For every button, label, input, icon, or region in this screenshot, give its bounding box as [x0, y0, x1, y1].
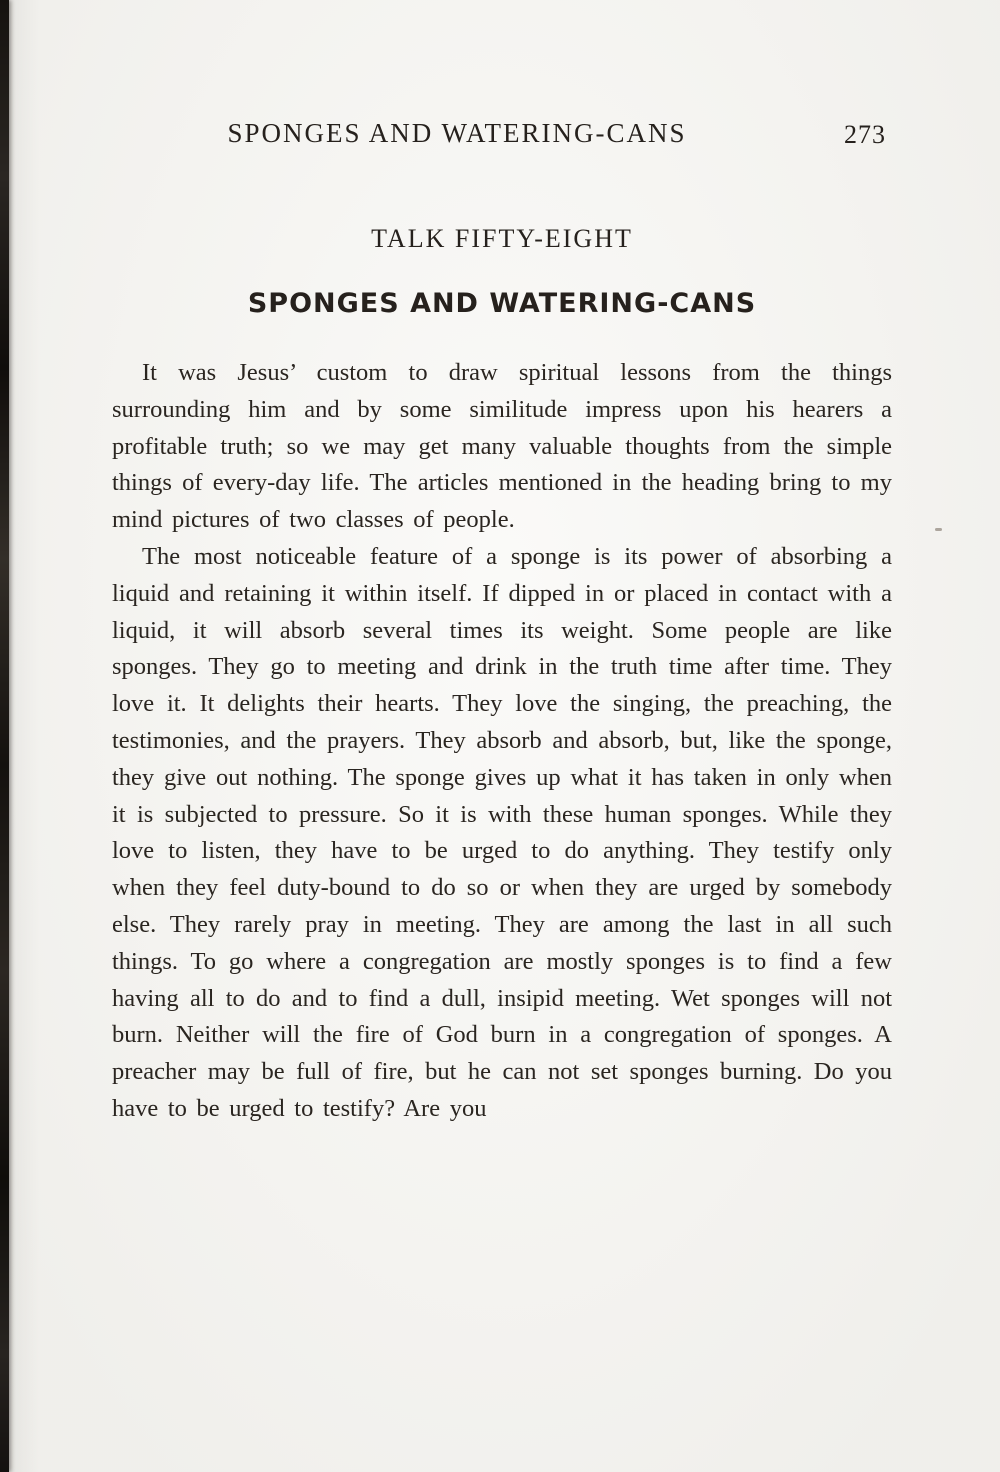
- scan-edge-artifact: [0, 0, 9, 1472]
- scan-speck-artifact: [935, 528, 942, 531]
- running-head: [112, 118, 892, 152]
- chapter-title: SPONGES AND WATERING-CANS: [247, 288, 757, 319]
- body-text: [112, 355, 892, 1128]
- paragraph: It was Jesus’ custom to draw spiritual lessons from the things surrounding him and by some similitude impress upon his hearers a profitable truth; so we may get many valuable thoughts from the simple things of every-day life. The articles mentioned in the heading bring to my mind pictures of two classes of people.: [112, 359, 892, 534]
- page-content: [112, 0, 892, 1128]
- running-head-title: SPONGES AND WATERING-CANS: [227, 118, 687, 148]
- talk-number-heading: TALK FIFTY-EIGHT: [371, 224, 633, 253]
- paragraph: The most noticeable feature of a sponge is its power of absorbing a liquid and retaining it within itself. If dipped in or placed in contact with a liquid, it will absorb several times its weight. Some people are like sponges. They go to meeting and drink in the truth time after time. They love it. It delights their hearts. They love the singing, the preaching, the testimonies, and the prayers. They absorb and absorb, but, like the sponge, they give out nothing. The sponge gives up what it has taken in only when it is subjected to pressure. So it is with these human sponges. While they love to listen, they have to be urged to do anything. They testify only when they feel duty-bound to do so or when they are urged by somebody else. They rarely pray in meeting. They are among the last in all such things. To go where a congregation are mostly sponges is to find a few having all to do and to find a dull, insipid meeting. Wet sponges will not burn. Neither will the fire of God burn in a congregation of sponges. A preacher may be full of fire, but he can not set sponges burning. Do you have to be urged to testify? Are you: [112, 542, 892, 1122]
- page-number: 273: [844, 120, 886, 149]
